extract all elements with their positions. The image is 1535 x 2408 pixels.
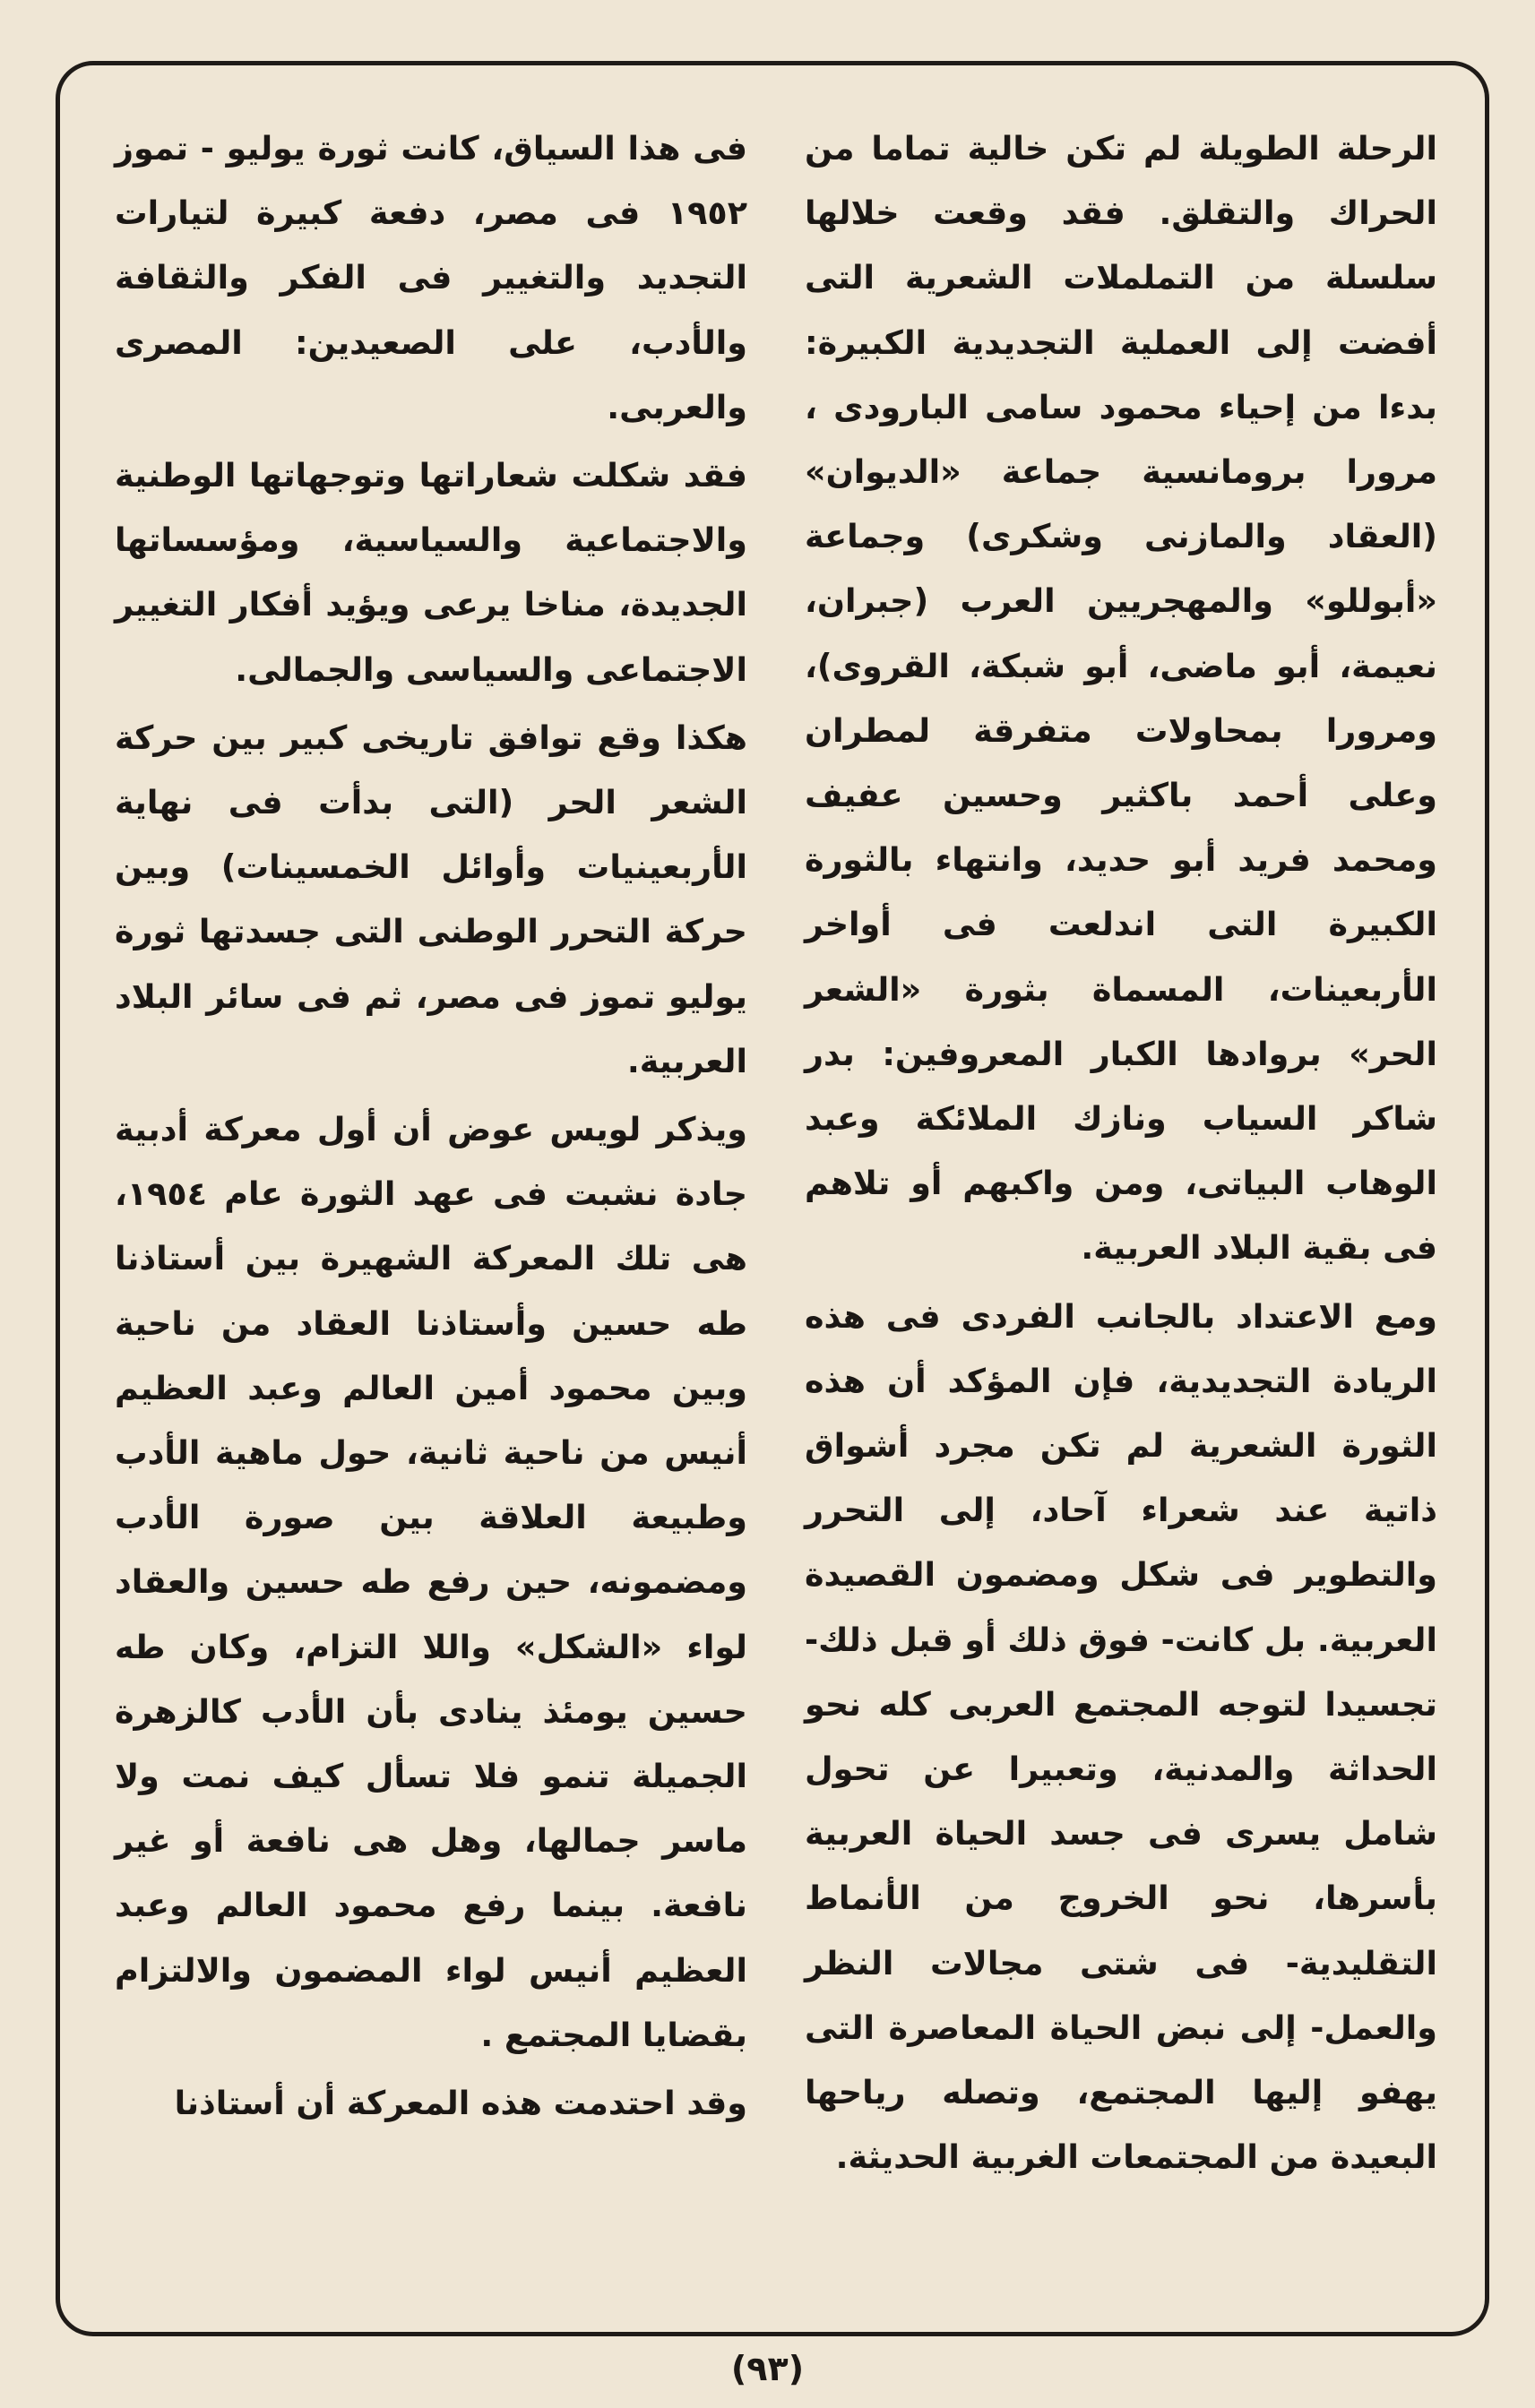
paragraph: هكذا وقع توافق تاريخى كبير بين حركة الشعر الحر (التى بدأت فى نهاية الأربعينيات وأوائل الخمسينات) وبين حركة التحرر الوطنى التى جسدتها ثورة يوليو تموز فى مصر، ثم فى سائر البلاد العربية. xyxy=(115,718,747,1080)
paragraph: الرحلة الطويلة لم تكن خالية تماما من الحراك والتقلق. فقد وقعت خلالها سلسلة من التململات الشعرية التى أفضت إلى العملية التجديدية الكبيرة: بدءا من إحياء محمود سامى البارودى ، مرورا برومانسية جماعة «الديوان» (العقاد والمازنى وشكرى) وجماعة «أبوللو» والمهجريين العرب (جبران، نعيمة، أبو ماضى، أبو شبكة، القروى)، ومرورا بمحاولات متفرقة لمطران وعلى أحمد باكثير وحسين عفيف ومحمد فريد أبو حديد، وانتهاء بالثورة الكبيرة التى اندلعت فى أواخر الأربعينات، المسماة بثورة «الشعر الحر» بروادها الكبار المعروفين: بدر شاكر السياب ونازك الملائكة وعبد الوهاب البياتى، ومن واكبهم أو تلاهم فى بقية البلاد العربية. xyxy=(805,129,1437,1268)
paragraph: ويذكر لويس عوض أن أول معركة أدبية جادة نشبت فى عهد الثورة عام ١٩٥٤، هى تلك المعركة الشهيرة بين أستاذنا طه حسين وأستاذنا العقاد من ناحية وبين محمود أمين العالم وعبد العظيم أنيس من ناحية ثانية، حول ماهية الأدب وطبيعة العلاقة بين صورة الأدب ومضمونه، حين رفع طه حسين والعقاد لواء «الشكل» واللا التزام، وكان طه حسين يومئذ ينادى بأن الأدب كالزهرة الجميلة تنمو فلا تسأل كيف نمت ولا ماسر جمالها، وهل هى نافعة أو غير نافعة. بينما رفع محمود العالم وعبد العظيم أنيس لواء المضمون والالتزام بقضايا المجتمع . xyxy=(115,1110,747,2054)
paragraph: ومع الاعتداد بالجانب الفردى فى هذه الريادة التجديدية، فإن المؤكد أن هذه الثورة الشعرية لم تكن مجرد أشواق ذاتية عند شعراء آحاد، إلى التحرر والتطوير فى شكل ومضمون القصيدة العربية. بل كانت- فوق ذلك أو قبل ذلك- تجسيدا لتوجه المجتمع العربى كله نحو الحداثة والمدنية، وتعبيرا عن تحول شامل يسرى فى جسد الحياة العربية بأسرها، نحو الخروج من الأنماط التقليدية- فى شتى مجالات النظر والعمل- إلى نبض الحياة المعاصرة التى يهفو إليها المجتمع، وتصله رياحها البعيدة من المجتمعات الغربية الحديثة. xyxy=(805,1296,1437,2177)
page-number: (٩٣) xyxy=(730,2349,805,2388)
paragraph: فقد شكلت شعاراتها وتوجهاتها الوطنية والاجتماعية والسياسية، ومؤسساتها الجديدة، مناخا يرعى ويؤيد أفكار التغيير الاجتماعى والسياسى والجمالى. xyxy=(115,456,747,689)
paragraph: وقد احتدمت هذه المعركة أن أستاذنا xyxy=(174,2084,747,2123)
text-column-right xyxy=(805,116,1437,2190)
text-column-left xyxy=(115,116,747,2136)
paragraph: فى هذا السياق، كانت ثورة يوليو - تموز ١٩٥٢ فى مصر، دفعة كبيرة لتيارات التجديد والتغيير فى الفكر والثقافة والأدب، على الصعيدين: المصرى والعربى. xyxy=(115,129,747,426)
